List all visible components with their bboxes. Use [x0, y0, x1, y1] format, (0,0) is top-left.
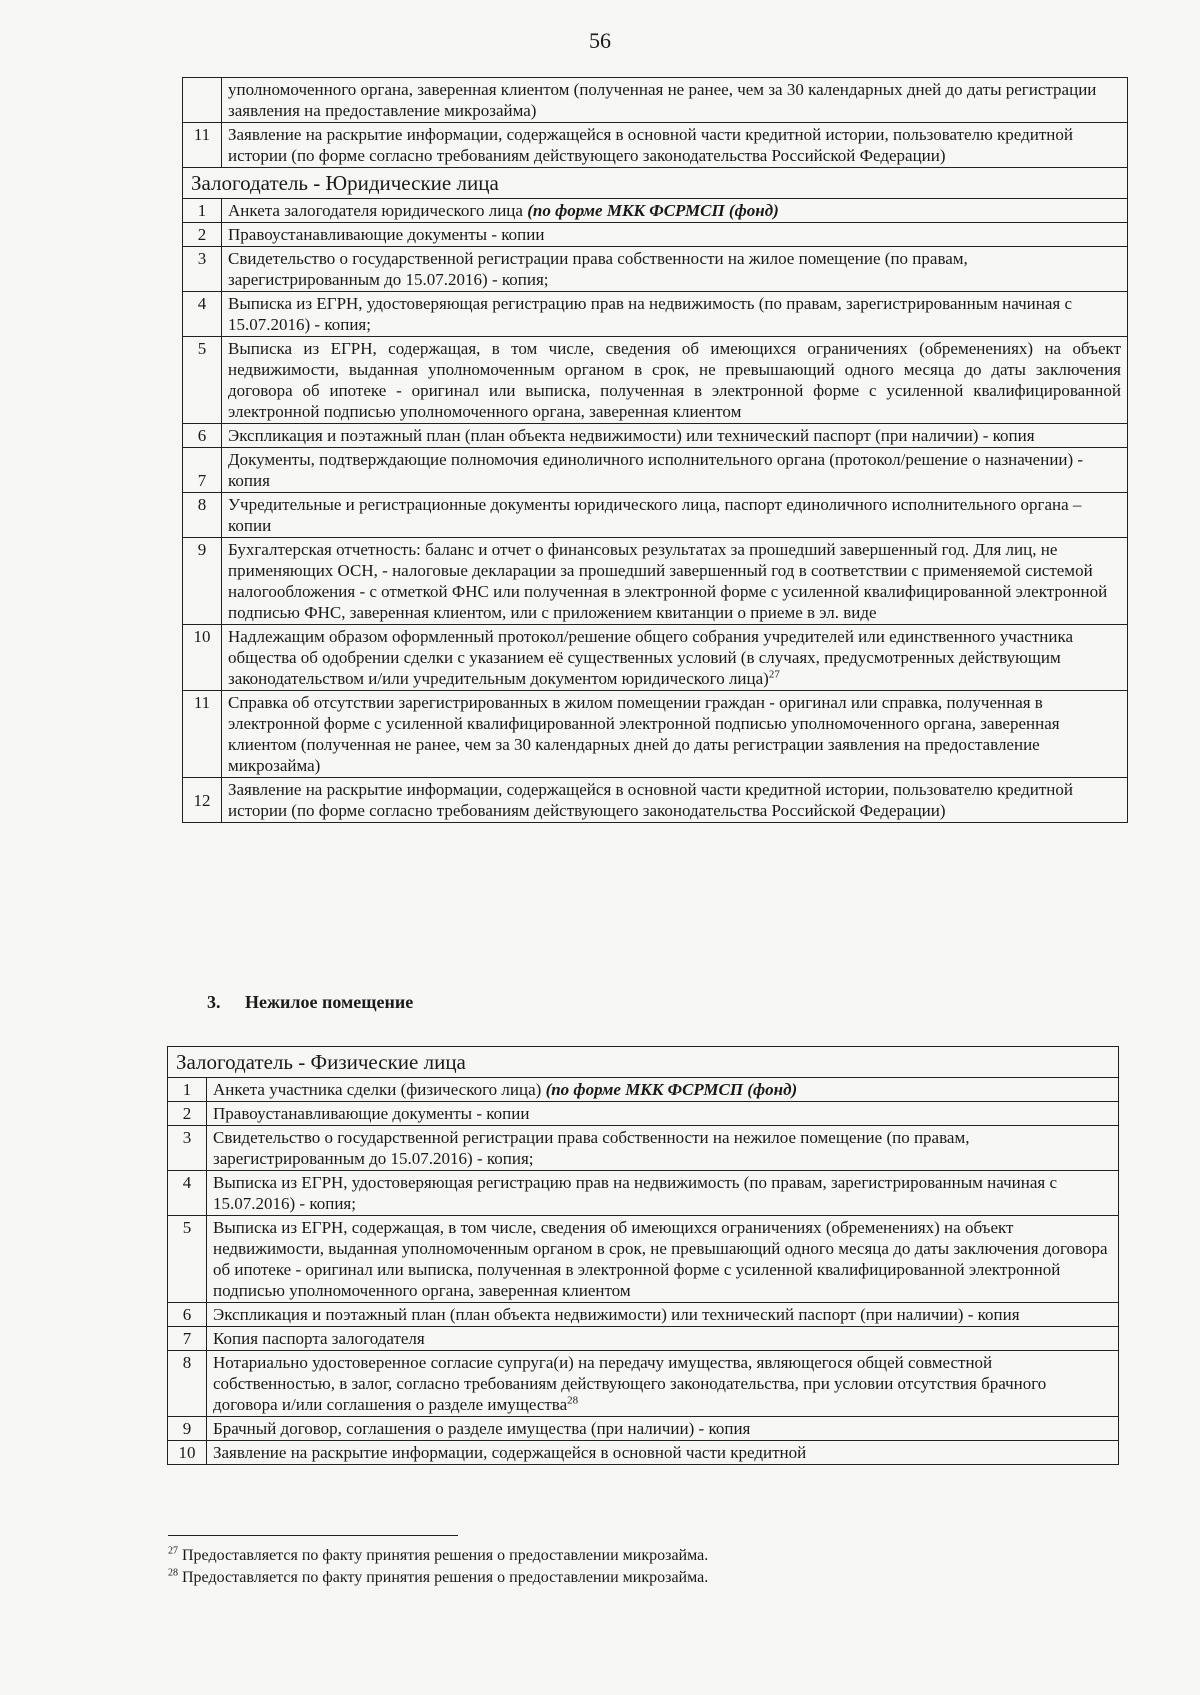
table-row	[183, 691, 1128, 778]
table-row	[183, 247, 1128, 292]
row-text: Документы, подтверждающие полномочия единоличного исполнительного органа (протокол/решение о назначении) - копия	[222, 448, 1128, 493]
row-text	[207, 1351, 1119, 1417]
row-text	[207, 1078, 1119, 1102]
row-number: 6	[183, 424, 222, 448]
footnote-separator	[168, 1535, 458, 1536]
row-number: 9	[168, 1417, 207, 1441]
footnote-mark: 28	[168, 1567, 178, 1579]
row-number	[183, 78, 222, 123]
row-text	[222, 199, 1128, 223]
footnotes	[168, 1545, 708, 1589]
row-text: Заявление на раскрытие информации, содержащейся в основной части кредитной истории, пользователю кредитной истории (по форме согласно требованиям действующего законодательства Российской Федерации)	[222, 123, 1128, 168]
row-number: 5	[168, 1216, 207, 1303]
table-row	[168, 1441, 1119, 1465]
row-text-plain: Надлежащим образом оформленный протокол/решение общего собрания учредителей или единственного участника общества об одобрении сделки с указанием её существенных условий (в случаях, предусмотренных действующим законодательством и/или учредительным документом юридического лица)	[228, 627, 1074, 688]
table-row	[183, 292, 1128, 337]
table-row	[168, 1126, 1119, 1171]
form-reference: (по форме МКК ФСРМСП (фонд)	[545, 1080, 798, 1099]
row-text: Заявление на раскрытие информации, содержащейся в основной части кредитной истории, пользователю кредитной истории (по форме согласно требованиям действующего законодательства Российской Федерации)	[222, 778, 1128, 823]
row-number: 3	[168, 1126, 207, 1171]
row-number: 2	[183, 223, 222, 247]
row-text-plain: Анкета залогодателя юридического лица	[228, 201, 528, 220]
section-heading	[207, 992, 413, 1013]
row-text: Выписка из ЕГРН, удостоверяющая регистрацию прав на недвижимость (по правам, зарегистрированным начиная с 15.07.2016) - копия;	[222, 292, 1128, 337]
row-number: 1	[183, 199, 222, 223]
row-number: 10	[183, 625, 222, 691]
table-row	[183, 448, 1128, 493]
row-number: 8	[183, 493, 222, 538]
row-number: 11	[183, 123, 222, 168]
table-row	[183, 493, 1128, 538]
section-title: Нежилое помещение	[245, 992, 414, 1012]
table-row	[183, 337, 1128, 424]
row-number: 10	[168, 1441, 207, 1465]
table-row	[168, 1078, 1119, 1102]
row-text: Выписка из ЕГРН, содержащая, в том числе, сведения об имеющихся ограничениях (обременениях) на объект недвижимости, выданная уполномоченным органом в срок, не превышающий одного месяца до даты заключения договора об ипотеке - оригинал или выписка, полученная в электронной форме с усиленной квалифицированной электронной подписью уполномоченного органа, заверенная клиентом	[222, 337, 1128, 424]
table-row	[183, 424, 1128, 448]
table-row	[183, 778, 1128, 823]
group-title: Залогодатель - Физические лица	[168, 1047, 1119, 1078]
footnote	[168, 1545, 708, 1567]
table-row	[183, 78, 1128, 123]
row-text: Бухгалтерская отчетность: баланс и отчет о финансовых результатах за прошедший завершенный год. Для лиц, не применяющих ОСН, - налоговые декларации за прошедший завершенный год в соответствии с применяемой системой налогообложения - с отметкой ФНС или полученная в электронной форме с усиленной квалифицированной электронной подписью ФНС, заверенная клиентом, или с приложением квитанции о приеме в эл. виде	[222, 538, 1128, 625]
form-reference: (по форме МКК ФСРМСП (фонд)	[527, 201, 779, 220]
row-number: 3	[183, 247, 222, 292]
group-header-row	[183, 168, 1128, 199]
row-number: 12	[183, 778, 222, 823]
table-row	[168, 1303, 1119, 1327]
group-header-row	[168, 1047, 1119, 1078]
footnote-reference: 27	[768, 668, 780, 681]
table-row	[168, 1171, 1119, 1216]
row-text-plain: Нотариально удостоверенное согласие супруга(и) на передачу имущества, являющегося общей совместной собственностью, в залог, согласно требованиям действующего законодательства, при условии отсутствия брачного договора и/или соглашения о разделе имущества	[213, 1353, 1047, 1414]
row-number: 1	[168, 1078, 207, 1102]
footnote-text: Предоставляется по факту принятия решения о предоставлении микрозайма.	[178, 1569, 709, 1586]
row-number: 5	[183, 337, 222, 424]
row-number: 9	[183, 538, 222, 625]
documents-table-individuals	[167, 1046, 1119, 1465]
row-text: Правоустанавливающие документы - копии	[222, 223, 1128, 247]
table-row	[183, 625, 1128, 691]
row-text: Выписка из ЕГРН, удостоверяющая регистрацию прав на недвижимость (по правам, зарегистрированным начиная с 15.07.2016) - копия;	[207, 1171, 1119, 1216]
row-number: 6	[168, 1303, 207, 1327]
table-row	[183, 123, 1128, 168]
table-row	[168, 1351, 1119, 1417]
footnote	[168, 1567, 708, 1589]
row-number: 2	[168, 1102, 207, 1126]
documents-table-legal-entities	[182, 77, 1128, 823]
table-row	[183, 223, 1128, 247]
row-text: Копия паспорта залогодателя	[207, 1327, 1119, 1351]
row-number: 8	[168, 1351, 207, 1417]
row-text	[222, 625, 1128, 691]
table-row	[168, 1102, 1119, 1126]
footnote-text: Предоставляется по факту принятия решения о предоставлении микрозайма.	[178, 1547, 709, 1564]
footnote-mark: 27	[168, 1545, 178, 1557]
row-number: 4	[183, 292, 222, 337]
row-text: Правоустанавливающие документы - копии	[207, 1102, 1119, 1126]
row-text: Свидетельство о государственной регистрации права собственности на нежилое помещение (по правам, зарегистрированным до 15.07.2016) - копия;	[207, 1126, 1119, 1171]
row-number: 11	[183, 691, 222, 778]
table-row	[168, 1327, 1119, 1351]
row-text: Учредительные и регистрационные документы юридического лица, паспорт единоличного исполнительного органа – копии	[222, 493, 1128, 538]
row-text: Справка об отсутствии зарегистрированных в жилом помещении граждан - оригинал или справка, полученная в электронной форме с усиленной квалифицированной электронной подписью уполномоченного органа, заверенная клиентом (полученная не ранее, чем за 30 календарных дней до даты регистрации заявления на предоставление микрозайма)	[222, 691, 1128, 778]
row-text: уполномоченного органа, заверенная клиентом (полученная не ранее, чем за 30 календарных дней до даты регистрации заявления на предоставление микрозайма)	[222, 78, 1128, 123]
page-number: 56	[589, 28, 611, 53]
row-text: Экспликация и поэтажный план (план объекта недвижимости) или технический паспорт (при наличии) - копия	[207, 1303, 1119, 1327]
row-text-plain: Анкета участника сделки (физического лица)	[213, 1080, 546, 1099]
table-row	[183, 538, 1128, 625]
row-number: 4	[168, 1171, 207, 1216]
row-number: 7	[183, 448, 222, 493]
group-title: Залогодатель - Юридические лица	[183, 168, 1128, 199]
row-text: Выписка из ЕГРН, содержащая, в том числе, сведения об имеющихся ограничениях (обременениях) на объект недвижимости, выданная уполномоченным органом в срок, не превышающий одного месяца до даты заключения договора об ипотеке - оригинал или выписка, полученная в электронной форме с усиленной квалифицированной электронной подписью уполномоченного органа, заверенная клиентом	[207, 1216, 1119, 1303]
row-text: Заявление на раскрытие информации, содержащейся в основной части кредитной	[207, 1441, 1119, 1465]
table-row	[168, 1216, 1119, 1303]
row-text: Брачный договор, соглашения о разделе имущества (при наличии) - копия	[207, 1417, 1119, 1441]
row-number: 7	[168, 1327, 207, 1351]
row-text: Свидетельство о государственной регистрации права собственности на жилое помещение (по правам, зарегистрированным до 15.07.2016) - копия;	[222, 247, 1128, 292]
row-text: Экспликация и поэтажный план (план объекта недвижимости) или технический паспорт (при наличии) - копия	[222, 424, 1128, 448]
table-row	[183, 199, 1128, 223]
footnote-reference: 28	[567, 1394, 579, 1407]
table-row	[168, 1417, 1119, 1441]
section-number: 3.	[207, 992, 221, 1012]
